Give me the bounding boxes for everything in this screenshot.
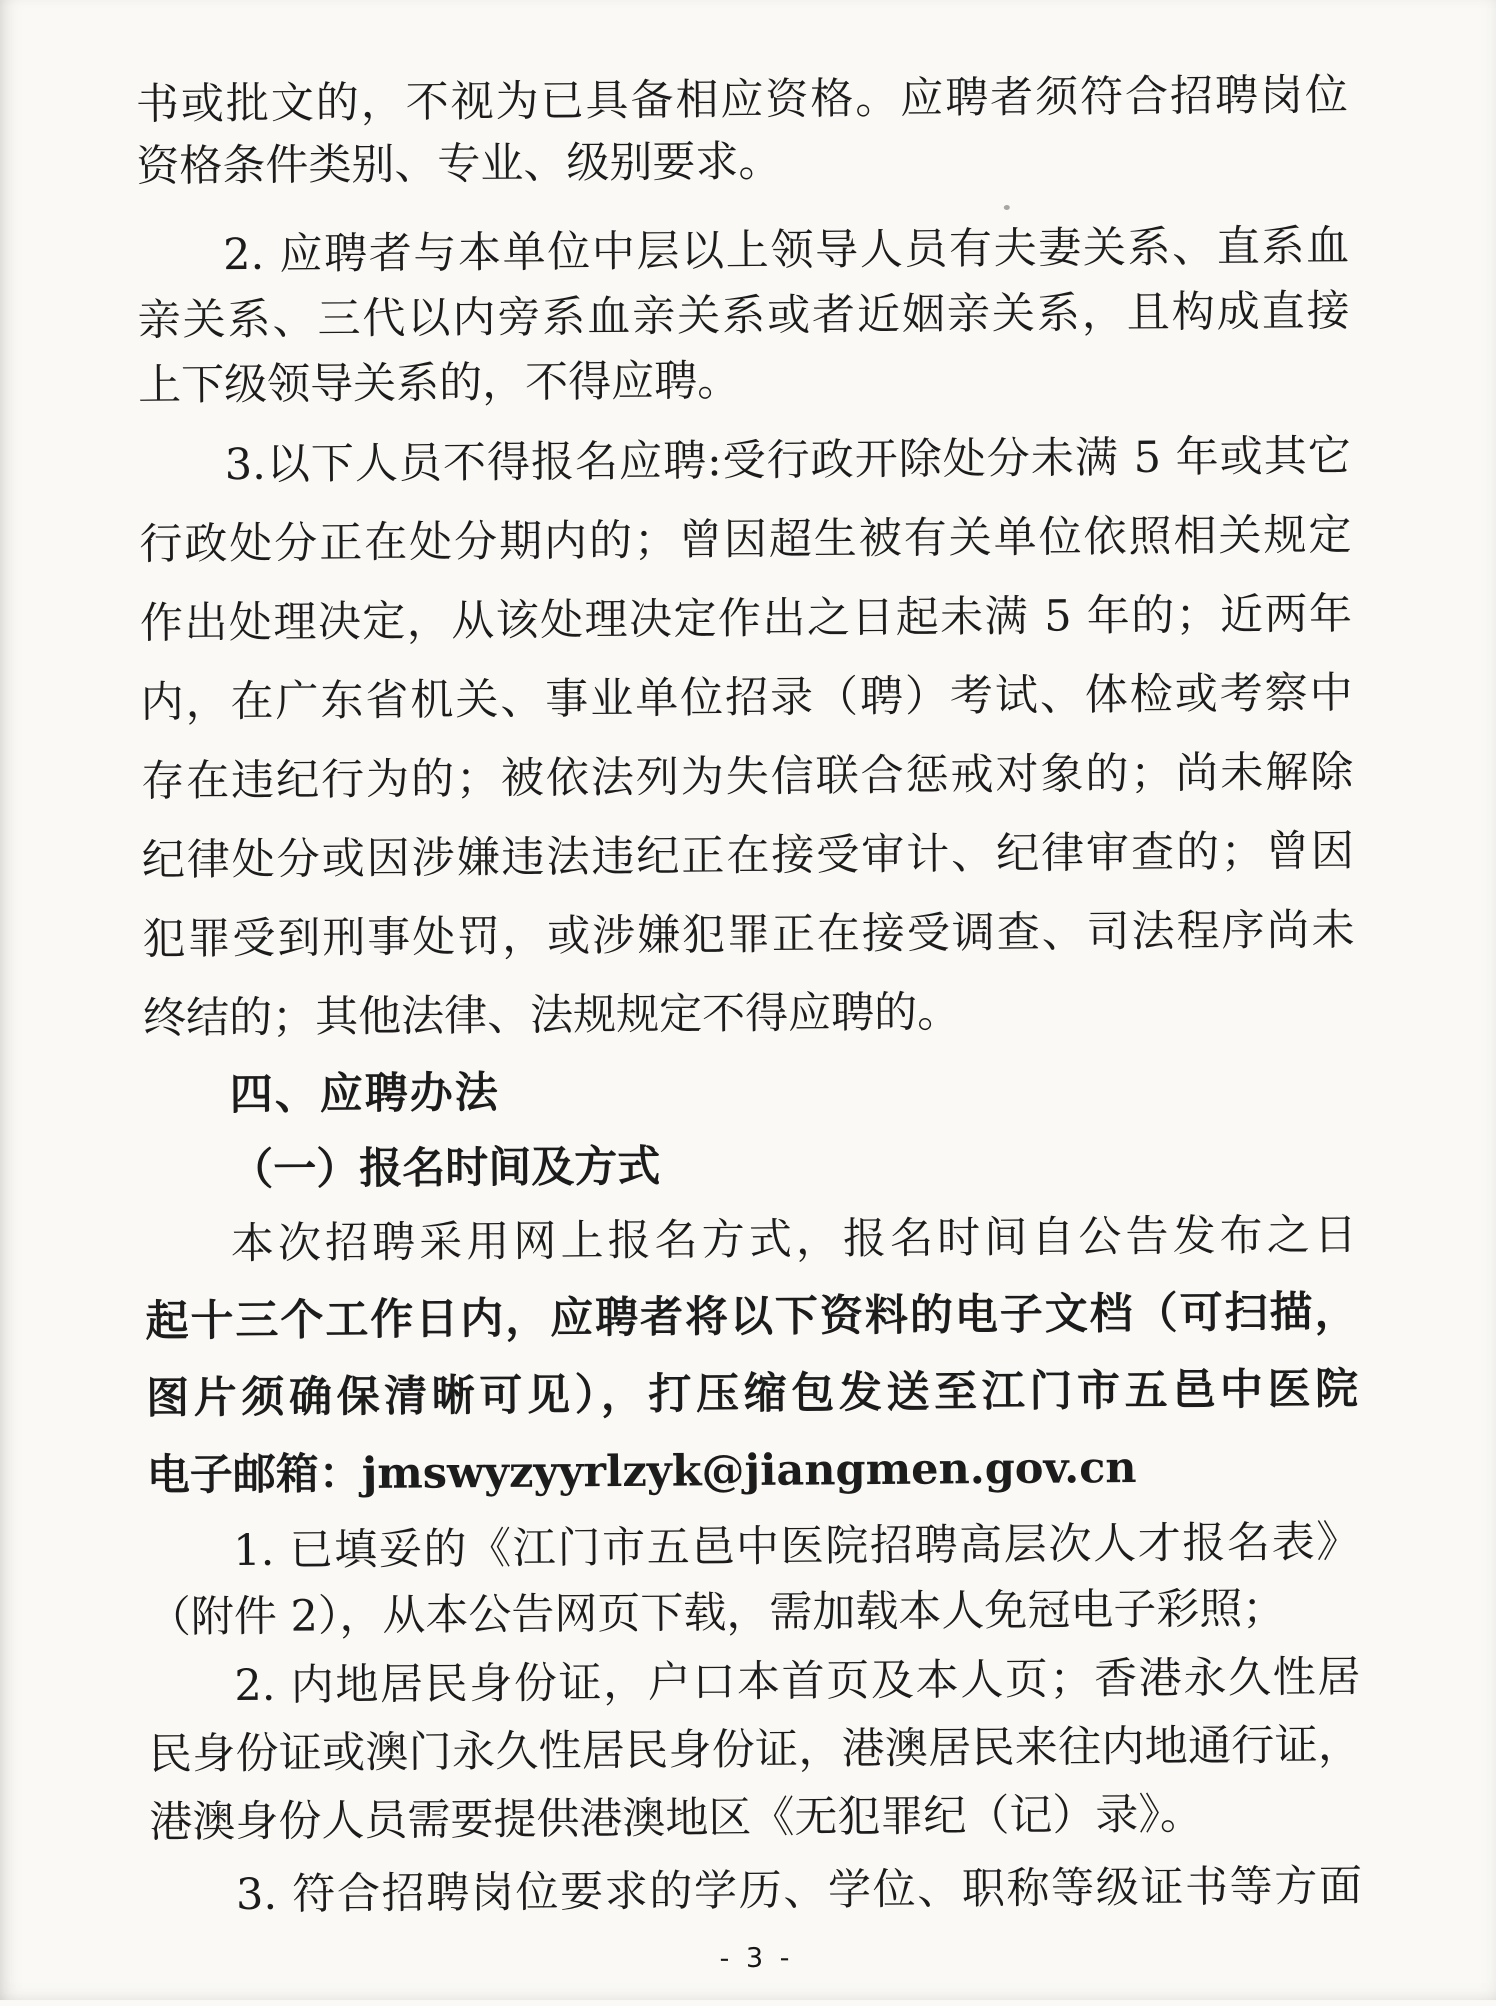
text-block	[136, 64, 1363, 1996]
text-line: 书或批文的，不视为已具备相应资格。应聘者须符合招聘岗位	[135, 70, 1349, 130]
text-line: （附件 2），从本公告网页下载，需加载本人免冠电子彩照；	[147, 1583, 1286, 1643]
text-line: 犯罪受到刑事处罚，或涉嫌犯罪正在接受调查、司法程序尚未	[142, 905, 1355, 965]
text-line: 3. 符合招聘岗位要求的学历、学位、职称等级证书等方面	[235, 1861, 1363, 1921]
paragraph-id-docs	[148, 1643, 1362, 1857]
paragraph-certificates	[150, 1853, 1362, 1929]
text-line: 纪律处分或因涉嫌违法违纪正在接受审计、纪律审查的；曾因	[141, 826, 1355, 886]
text-line: 资格条件类别、专业、级别要求。	[136, 136, 782, 192]
text-line: 港澳身份人员需要提供港澳地区《无犯罪纪（记）录》。	[149, 1789, 1204, 1848]
text-line: 行政处分正在处分期内的；曾因超生被有关单位依照相关规定	[139, 510, 1352, 570]
scan-speck	[1004, 205, 1010, 210]
paragraph-relatives	[137, 214, 1350, 419]
text-line: 民身份证或澳门永久性居民身份证，港澳居民来往内地通行证，	[148, 1720, 1362, 1780]
text-line: 本次招聘采用网上报名方式，报名时间自公告发布之日	[230, 1210, 1358, 1270]
text-line: 2. 内地居民身份证，户口本首页及本人页；香港永久性居	[234, 1652, 1361, 1712]
text-line: 2. 应聘者与本单位中层以上领导人员有夫妻关系、直系血	[222, 221, 1350, 281]
text-line: 起十三个工作日内，应聘者将以下资料的电子文档（可扫描，	[145, 1287, 1358, 1347]
page-number: - 3 -	[719, 1942, 794, 1975]
text-line: 图片须确保清晰可见），打压缩包发送至江门市五邑中医院	[145, 1364, 1359, 1424]
text-line: 上下级领导关系的，不得应聘。	[137, 356, 741, 411]
text-line: 亲关系、三代以内旁系血亲关系或者近姻亲关系，且构成直接	[137, 286, 1350, 346]
text-line: 内，在广东省机关、事业单位招录（聘）考试、体检或考察中	[140, 668, 1353, 728]
paragraph-continuation	[136, 64, 1349, 198]
paragraph-section-heading	[143, 1051, 1356, 1131]
text-line: 存在违纪行为的；被依法列为失信联合惩戒对象的；尚未解除	[141, 747, 1354, 807]
text-line: 3.以下人员不得报名应聘:受行政开除处分未满 5 年或其它	[224, 431, 1351, 491]
paragraph-apply-method	[145, 1197, 1359, 1515]
text-line: 电子邮箱：jmswyzyyrlzyk@jiangmen.gov.cn	[146, 1442, 1137, 1501]
text-line: 四、应聘办法	[229, 1067, 500, 1121]
text-line: 终结的；其他法律、法规规定不得应聘的。	[142, 987, 961, 1044]
text-line: 作出处理决定，从该处理决定作出之日起未满 5 年的；近两年	[139, 589, 1353, 649]
text-line: （一）报名时间及方式	[230, 1141, 661, 1196]
paragraph-form-item	[147, 1509, 1360, 1651]
paragraph-banned	[138, 417, 1355, 1058]
text-line: 1. 已填妥的《江门市五邑中医院招聘高层次人才报名表》	[233, 1517, 1360, 1577]
paragraph-sub-heading	[144, 1126, 1357, 1206]
